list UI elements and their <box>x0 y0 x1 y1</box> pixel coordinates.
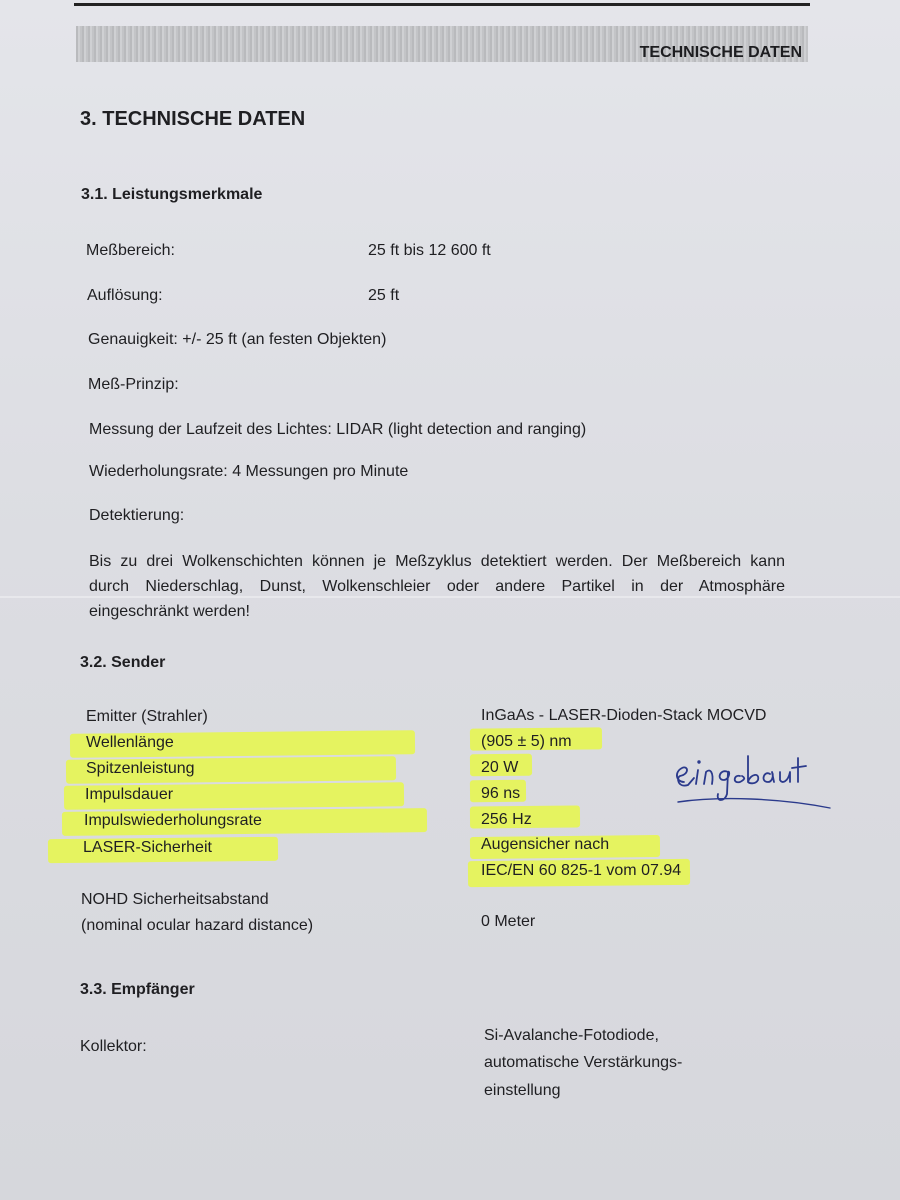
messbereich-label: Meßbereich: <box>86 242 175 259</box>
detektierung-label: Detektierung: <box>89 507 185 524</box>
prinzip-label: Meß-Prinzip: <box>88 376 179 393</box>
sender-label-wellenlaenge: Wellenlänge <box>86 734 174 751</box>
section-title: 3. TECHNISCHE DATEN <box>80 108 306 130</box>
paper-fold <box>0 596 900 598</box>
subsection-title-empfaenger: 3.3. Empfänger <box>80 981 195 998</box>
paragraph-line: eingeschränkt werden! <box>89 603 250 620</box>
detektierung-paragraph <box>89 549 785 624</box>
paragraph-line: Bis zu drei Wolkenschichten können je Meßzyklus detektiert werden. Der Meßbereich kann <box>89 553 785 570</box>
sender-label-impulswiederholungsrate: Impulswiederholungsrate <box>84 812 262 829</box>
nohd-label: NOHD Sicherheitsabstand <box>81 891 269 908</box>
sender-label-impulsdauer: Impulsdauer <box>85 786 174 803</box>
sender-label-emitter: Emitter (Strahler) <box>86 708 208 725</box>
kollektor-value-line: automatische Verstärkungs- <box>484 1054 683 1071</box>
nohd-label-en: (nominal ocular hazard distance) <box>81 917 314 934</box>
paragraph-line: durch Niederschlag, Dunst, Wolkenschleier oder andere Partikel in der Atmosphäre <box>89 578 785 595</box>
sender-value-impulswiederholungsrate: 256 Hz <box>481 811 532 828</box>
top-rule <box>74 3 810 6</box>
aufloesung-value: 25 ft <box>368 287 400 304</box>
messbereich-value: 25 ft bis 12 600 ft <box>368 242 491 259</box>
sender-label-spitzenleistung: Spitzenleistung <box>86 760 195 777</box>
kollektor-value-line: einstellung <box>484 1082 561 1099</box>
genauigkeit-line: Genauigkeit: +/- 25 ft (an festen Objekten) <box>88 331 387 348</box>
sender-value-emitter: InGaAs - LASER-Dioden-Stack MOCVD <box>481 707 767 724</box>
subsection-title-sender: 3.2. Sender <box>80 654 166 671</box>
sender-label-laser-sicherheit: LASER-Sicherheit <box>83 839 212 856</box>
sender-value-laser-norm: IEC/EN 60 825-1 vom 07.94 <box>481 862 682 879</box>
aufloesung-label: Auflösung: <box>87 287 163 304</box>
wiederholungsrate-line: Wiederholungsrate: 4 Messungen pro Minute <box>89 463 409 480</box>
sender-value-impulsdauer: 96 ns <box>481 785 521 802</box>
subsection-title-leistungsmerkmale: 3.1. Leistungsmerkmale <box>81 186 263 203</box>
handwritten-annotation <box>670 752 840 832</box>
sender-value-wellenlaenge: (905 ± 5) nm <box>481 733 572 750</box>
prinzip-text: Messung der Laufzeit des Lichtes: LIDAR (light detection and ranging) <box>89 421 587 438</box>
kollektor-value-line: Si-Avalanche-Fotodiode, <box>484 1027 659 1044</box>
sender-value-laser-sicherheit: Augensicher nach <box>481 836 610 853</box>
kollektor-label: Kollektor: <box>80 1038 147 1055</box>
sender-value-spitzenleistung: 20 W <box>481 759 519 776</box>
header-title: TECHNISCHE DATEN <box>639 44 802 61</box>
nohd-value: 0 Meter <box>481 913 536 930</box>
